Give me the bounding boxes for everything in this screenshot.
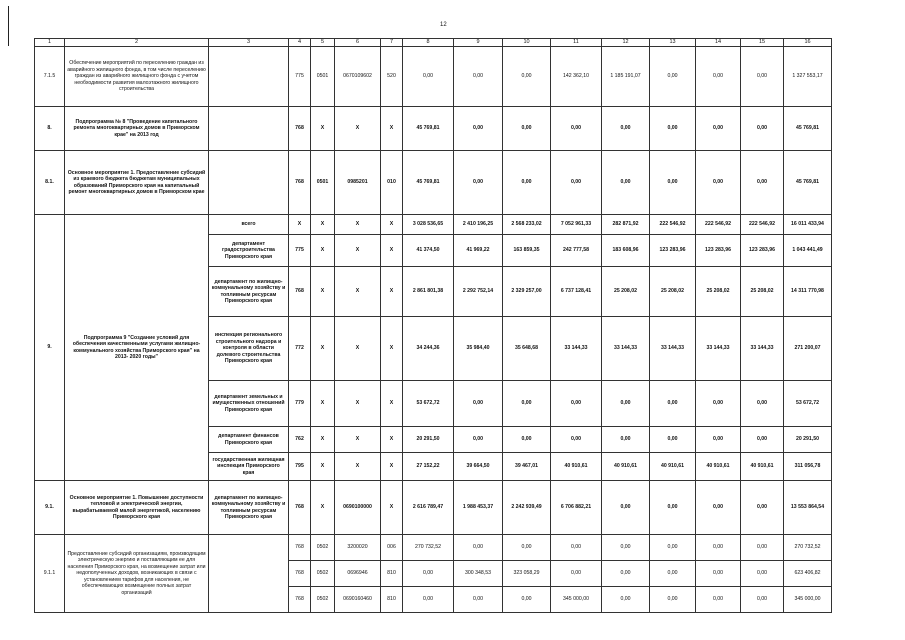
column-header-13: 13 (650, 39, 696, 47)
target-article-code: X (335, 267, 381, 317)
column-header-16: 16 (784, 39, 832, 47)
column-header-1: 1 (35, 39, 65, 47)
value-cell: 41 969,22 (454, 235, 503, 267)
value-cell: 35 984,40 (454, 317, 503, 381)
row-number: 9.1.1 (35, 535, 65, 613)
value-cell: 0,00 (741, 381, 784, 427)
table-row (35, 151, 832, 215)
expense-type-code: X (381, 317, 403, 381)
value-cell: 41 374,50 (403, 235, 454, 267)
target-article-code: X (335, 215, 381, 235)
value-cell: 222 546,92 (650, 215, 696, 235)
value-cell: 20 291,50 (403, 427, 454, 453)
value-cell: 0,00 (503, 151, 551, 215)
value-cell: 0,00 (454, 427, 503, 453)
value-cell: 300 348,53 (454, 561, 503, 587)
expense-type-code: X (381, 215, 403, 235)
total-cell: 623 406,82 (784, 561, 832, 587)
value-cell: 33 144,33 (551, 317, 602, 381)
executor-cell: департамент земельных и имущественных отношений Приморского края (209, 381, 289, 427)
value-cell: 0,00 (741, 107, 784, 151)
section-code: X (311, 317, 335, 381)
target-article-code: 3200020 (335, 535, 381, 561)
value-cell: 0,00 (696, 151, 741, 215)
value-cell: 123 283,96 (696, 235, 741, 267)
value-cell: 0,00 (696, 381, 741, 427)
table-row (35, 47, 832, 107)
page-number: 12 (440, 22, 447, 28)
column-header-6: 6 (335, 39, 381, 47)
row-number: 8. (35, 107, 65, 151)
value-cell: 0,00 (741, 561, 784, 587)
value-cell: 222 546,92 (741, 215, 784, 235)
value-cell: 0,00 (454, 107, 503, 151)
value-cell: 0,00 (454, 535, 503, 561)
value-cell: 40 910,61 (602, 453, 650, 481)
total-cell: 53 672,72 (784, 381, 832, 427)
grbs-code: 768 (289, 107, 311, 151)
section-code: X (311, 215, 335, 235)
column-header-9: 9 (454, 39, 503, 47)
value-cell: 40 910,61 (551, 453, 602, 481)
value-cell: 0,00 (741, 47, 784, 107)
value-cell: 33 144,33 (602, 317, 650, 381)
row-number: 7.1.5 (35, 47, 65, 107)
value-cell: 0,00 (503, 427, 551, 453)
value-cell: 39 664,50 (454, 453, 503, 481)
value-cell: 0,00 (741, 535, 784, 561)
value-cell: 0,00 (602, 481, 650, 535)
row-number: 9. (35, 215, 65, 481)
grbs-code: 795 (289, 453, 311, 481)
grbs-code: 779 (289, 381, 311, 427)
table-row (35, 481, 832, 535)
value-cell: 40 910,61 (741, 453, 784, 481)
column-header-2: 2 (65, 39, 209, 47)
value-cell: 6 706 882,21 (551, 481, 602, 535)
left-margin-mark (8, 6, 9, 46)
value-cell: 123 283,96 (650, 235, 696, 267)
executor-cell: государственная жилищная инспекция Приморского края (209, 453, 289, 481)
value-cell: 45 769,81 (403, 151, 454, 215)
value-cell: 183 608,96 (602, 235, 650, 267)
executor-cell: департамент градостроительства Приморского края (209, 235, 289, 267)
grbs-code: 768 (289, 151, 311, 215)
executor-cell: департамент финансов Приморского края (209, 427, 289, 453)
grbs-code: X (289, 215, 311, 235)
expense-type-code: 810 (381, 561, 403, 587)
value-cell: 0,00 (602, 561, 650, 587)
section-code: X (311, 427, 335, 453)
target-article-code: 0690160460 (335, 587, 381, 613)
value-cell: 25 208,02 (650, 267, 696, 317)
value-cell: 0,00 (454, 587, 503, 613)
value-cell: 45 769,81 (403, 107, 454, 151)
value-cell: 323 058,29 (503, 561, 551, 587)
value-cell: 0,00 (650, 427, 696, 453)
column-header-15: 15 (741, 39, 784, 47)
total-cell: 270 732,52 (784, 535, 832, 561)
value-cell: 0,00 (403, 587, 454, 613)
column-header-11: 11 (551, 39, 602, 47)
row-description: Подпрограмма № 8 "Проведение капитального ремонта многоквартирных домов в Приморском крае" на 2013 год (65, 107, 209, 151)
value-cell: 25 208,02 (696, 267, 741, 317)
table-row (35, 107, 832, 151)
target-article-code: X (335, 317, 381, 381)
value-cell: 0,00 (503, 535, 551, 561)
budget-table (34, 38, 832, 613)
header-row (35, 39, 832, 47)
table-row (35, 215, 832, 235)
expense-type-code: 010 (381, 151, 403, 215)
value-cell: 0,00 (403, 47, 454, 107)
column-header-14: 14 (696, 39, 741, 47)
value-cell: 0,00 (650, 535, 696, 561)
value-cell: 2 568 233,02 (503, 215, 551, 235)
value-cell: 2 292 752,14 (454, 267, 503, 317)
value-cell: 0,00 (741, 151, 784, 215)
executor-cell (209, 107, 289, 151)
executor-cell (209, 151, 289, 215)
value-cell: 345 000,00 (551, 587, 602, 613)
value-cell: 270 732,52 (403, 535, 454, 561)
value-cell: 35 648,68 (503, 317, 551, 381)
value-cell: 6 737 128,41 (551, 267, 602, 317)
value-cell: 0,00 (741, 587, 784, 613)
value-cell: 0,00 (551, 427, 602, 453)
expense-type-code: 520 (381, 47, 403, 107)
value-cell: 39 467,01 (503, 453, 551, 481)
row-description: Подпрограмма 9 "Создание условий для обеспечения качественными услугами жилищно-коммунального хозяйства Приморского края" на 2013- 2020 годы" (65, 215, 209, 481)
row-description: Обеспечение мероприятий по переселению граждан из аварийного жилищного фонда, в том числе переселению граждан из аварийного жилищного фонда с учетом необходимости развития малоэтажного жилищного строительства (65, 47, 209, 107)
value-cell: 0,00 (503, 47, 551, 107)
value-cell: 0,00 (741, 481, 784, 535)
row-number: 9.1. (35, 481, 65, 535)
value-cell: 25 208,02 (741, 267, 784, 317)
section-code: X (311, 381, 335, 427)
total-cell: 20 291,50 (784, 427, 832, 453)
target-article-code: 0985201 (335, 151, 381, 215)
value-cell: 0,00 (650, 151, 696, 215)
total-cell: 311 056,78 (784, 453, 832, 481)
expense-type-code: X (381, 381, 403, 427)
row-number: 8.1. (35, 151, 65, 215)
row-description: Основное мероприятие 1. Предоставление субсидий из краевого бюджета бюджетам муниципальных образований Приморского края на капитальный ремонт многоквартирных домов в Приморском крае (65, 151, 209, 215)
value-cell: 123 283,96 (741, 235, 784, 267)
grbs-code: 768 (289, 267, 311, 317)
value-cell: 0,00 (696, 107, 741, 151)
expense-type-code: 810 (381, 587, 403, 613)
value-cell: 0,00 (650, 47, 696, 107)
target-article-code: 0696946 (335, 561, 381, 587)
target-article-code: 0670109602 (335, 47, 381, 107)
total-cell: 13 553 864,54 (784, 481, 832, 535)
table-row (35, 535, 832, 561)
expense-type-code: X (381, 453, 403, 481)
total-cell: 345 000,00 (784, 587, 832, 613)
value-cell: 0,00 (602, 535, 650, 561)
value-cell: 0,00 (403, 561, 454, 587)
grbs-code: 775 (289, 235, 311, 267)
executor-cell: всего (209, 215, 289, 235)
target-article-code: X (335, 427, 381, 453)
value-cell: 1 185 191,07 (602, 47, 650, 107)
value-cell: 0,00 (503, 587, 551, 613)
section-code: X (311, 267, 335, 317)
value-cell: 2 410 196,25 (454, 215, 503, 235)
value-cell: 3 028 536,65 (403, 215, 454, 235)
value-cell: 0,00 (503, 107, 551, 151)
column-header-10: 10 (503, 39, 551, 47)
grbs-code: 768 (289, 481, 311, 535)
value-cell: 222 546,92 (696, 215, 741, 235)
value-cell: 33 144,33 (741, 317, 784, 381)
total-cell: 45 769,81 (784, 107, 832, 151)
value-cell: 0,00 (551, 381, 602, 427)
value-cell: 0,00 (650, 561, 696, 587)
section-code: 0501 (311, 47, 335, 107)
value-cell: 0,00 (696, 427, 741, 453)
column-header-8: 8 (403, 39, 454, 47)
row-description: Основное мероприятие 1. Повышение доступности тепловой и электрической энергии, вырабатываемой малой энергетикой, населению Приморского края (65, 481, 209, 535)
value-cell: 0,00 (551, 107, 602, 151)
value-cell: 0,00 (696, 481, 741, 535)
value-cell: 0,00 (454, 381, 503, 427)
section-code: X (311, 235, 335, 267)
value-cell: 0,00 (602, 587, 650, 613)
value-cell: 53 672,72 (403, 381, 454, 427)
grbs-code: 768 (289, 561, 311, 587)
value-cell: 0,00 (602, 427, 650, 453)
value-cell: 0,00 (650, 481, 696, 535)
value-cell: 34 244,36 (403, 317, 454, 381)
value-cell: 25 208,02 (602, 267, 650, 317)
value-cell: 33 144,33 (650, 317, 696, 381)
value-cell: 33 144,33 (696, 317, 741, 381)
total-cell: 271 200,07 (784, 317, 832, 381)
value-cell: 0,00 (696, 561, 741, 587)
value-cell: 2 616 789,47 (403, 481, 454, 535)
section-code: 0502 (311, 535, 335, 561)
value-cell: 0,00 (741, 427, 784, 453)
value-cell: 0,00 (551, 561, 602, 587)
section-code: X (311, 107, 335, 151)
value-cell: 0,00 (602, 107, 650, 151)
target-article-code: X (335, 453, 381, 481)
expense-type-code: X (381, 107, 403, 151)
column-header-4: 4 (289, 39, 311, 47)
value-cell: 1 988 453,37 (454, 481, 503, 535)
value-cell: 0,00 (454, 151, 503, 215)
value-cell: 0,00 (696, 47, 741, 107)
value-cell: 163 859,35 (503, 235, 551, 267)
value-cell: 0,00 (503, 381, 551, 427)
executor-cell: департамент по жилищно-коммунальному хозяйству и топливным ресурсам Приморского края (209, 267, 289, 317)
total-cell: 1 043 441,49 (784, 235, 832, 267)
section-code: 0502 (311, 561, 335, 587)
section-code: X (311, 453, 335, 481)
value-cell: 242 777,58 (551, 235, 602, 267)
total-cell: 1 327 553,17 (784, 47, 832, 107)
value-cell: 0,00 (454, 47, 503, 107)
value-cell: 0,00 (696, 535, 741, 561)
total-cell: 14 311 770,98 (784, 267, 832, 317)
value-cell: 2 329 257,00 (503, 267, 551, 317)
grbs-code: 772 (289, 317, 311, 381)
expense-type-code: X (381, 267, 403, 317)
total-cell: 45 769,81 (784, 151, 832, 215)
value-cell: 40 910,61 (696, 453, 741, 481)
column-header-5: 5 (311, 39, 335, 47)
executor-cell: инспекция регионального строительного надзора и контроля в области долевого строительства Приморского края (209, 317, 289, 381)
expense-type-code: X (381, 427, 403, 453)
executor-cell (209, 47, 289, 107)
column-header-7: 7 (381, 39, 403, 47)
target-article-code: X (335, 107, 381, 151)
value-cell: 282 871,92 (602, 215, 650, 235)
value-cell: 2 242 939,49 (503, 481, 551, 535)
target-article-code: X (335, 381, 381, 427)
value-cell: 0,00 (602, 381, 650, 427)
value-cell: 142 362,10 (551, 47, 602, 107)
column-header-3: 3 (209, 39, 289, 47)
grbs-code: 762 (289, 427, 311, 453)
value-cell: 0,00 (650, 587, 696, 613)
expense-type-code: X (381, 235, 403, 267)
total-cell: 16 011 433,94 (784, 215, 832, 235)
section-code: 0502 (311, 587, 335, 613)
grbs-code: 768 (289, 587, 311, 613)
value-cell: 27 152,22 (403, 453, 454, 481)
executor-cell (209, 535, 289, 613)
expense-type-code: 006 (381, 535, 403, 561)
value-cell: 0,00 (696, 587, 741, 613)
value-cell: 0,00 (602, 151, 650, 215)
grbs-code: 775 (289, 47, 311, 107)
value-cell: 40 910,61 (650, 453, 696, 481)
target-article-code: 0690100000 (335, 481, 381, 535)
value-cell: 0,00 (650, 107, 696, 151)
row-description: Предоставление субсидий организациям, производящим электрическую энергию и поставляющим ее для населения Приморского края, на возмещение затрат или недополученных доходов, возникающих в связи с установлением тарифов для населения, не обеспечивающих возмещение полных затрат организаций (65, 535, 209, 613)
executor-cell: департамент по жилищно-коммунальному хозяйству и топливным ресурсам Приморского края (209, 481, 289, 535)
value-cell: 0,00 (551, 535, 602, 561)
target-article-code: X (335, 235, 381, 267)
section-code: 0501 (311, 151, 335, 215)
value-cell: 0,00 (650, 381, 696, 427)
grbs-code: 768 (289, 535, 311, 561)
column-header-12: 12 (602, 39, 650, 47)
section-code: X (311, 481, 335, 535)
value-cell: 0,00 (551, 151, 602, 215)
expense-type-code: X (381, 481, 403, 535)
value-cell: 2 861 801,38 (403, 267, 454, 317)
value-cell: 7 052 961,33 (551, 215, 602, 235)
